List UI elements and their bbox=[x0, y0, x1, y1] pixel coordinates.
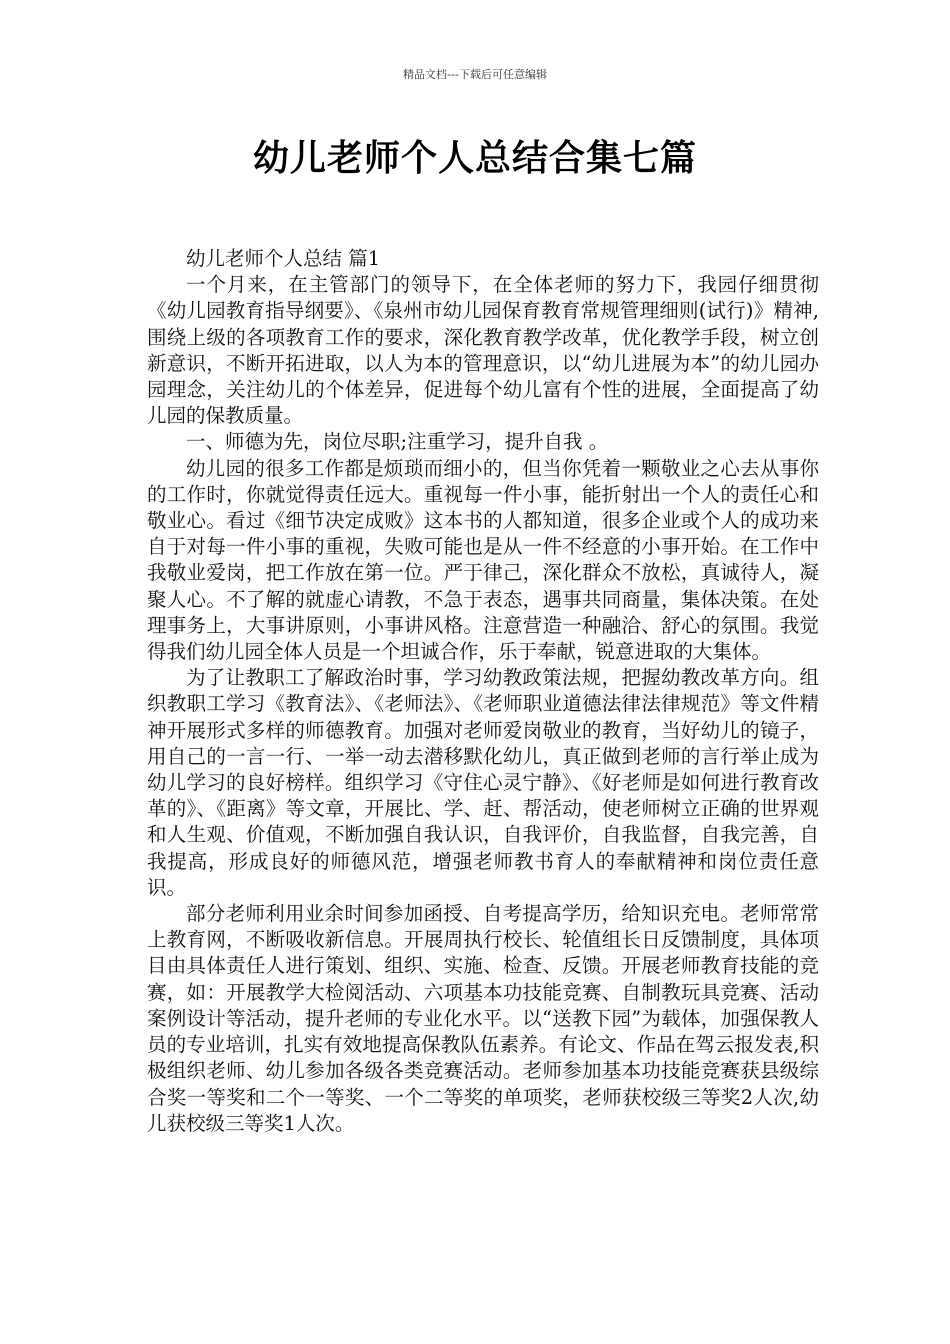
document-body bbox=[147, 246, 819, 1137]
document-title: 幼儿老师个人总结合集七篇 bbox=[252, 138, 697, 179]
header-note: 精品文档---下载后可任意编辑 bbox=[403, 68, 547, 81]
section-heading: 幼儿老师个人总结 篇1 bbox=[186, 247, 381, 270]
paragraph: 部分老师利用业余时间参加函授、自考提高学历，给知识充电。老师常常上教育网，不断吸收新信息。开展周执行校长、轮值组长日反馈制度，具体项目由具体责任人进行策划、组织、实施、检查、反馈。开展老师教育技能的竞赛，如：开展教学大检阅活动、六项基本功技能竞赛、自制教玩具竞赛、活动案例设计等活动，提升老师的专业化水平。以“送教下园”为载体，加强保教人员的专业培训，扎实有效地提高保教队伍素养。有论文、作品在驾云报发表,积极组织老师、幼儿参加各级各类竞赛活动。老师参加基本功技能竞赛获县级综合奖一等奖和二个一等奖、一个二等奖的单项奖，老师获校级三等奖2人次,幼儿获校级三等奖1人次。 bbox=[147, 902, 819, 1135]
paragraph: 一个月来，在主管部门的领导下，在全体老师的努力下，我园仔细贯彻《幼儿园教育指导纲要》、《泉州市幼儿园保育教育常规管理细则(试行)》精神,围绕上级的各项教育工作的要求，深化教育教学改革，优化教学手段，树立创新意识，不断开拓进取，以人为本的管理意识，以“幼儿进展为本”的幼儿园办园理念，关注幼儿的个体差异，促进每个幼儿富有个性的进展，全面提高了幼儿园的保教质量。 bbox=[147, 273, 819, 428]
subsection-heading: 一、师德为先，岗位尽职;注重学习，提升自我 。 bbox=[186, 430, 609, 454]
paragraph: 为了让教职工了解政治时事，学习幼教政策法规，把握幼教改革方向。组织教职工学习《教育法》、《老师法》、《老师职业道德法律法律规范》等文件精神开展形式多样的师德教育。加强对老师爱岗敬业的教育，当好幼儿的镜子，用自己的一言一行、一举一动去潜移默化幼儿，真正做到老师的言行举止成为幼儿学习的良好榜样。组织学习《守住心灵宁静》、《好老师是如何进行教育改革的》、《距离》等文章，开展比、学、赶、帮活动，使老师树立正确的世界观和人生观、价值观，不断加强自我认识，自我评价，自我监督，自我完善，自我提高，形成良好的师德风范，增强老师教书育人的奉献精神和岗位责任意识。 bbox=[147, 666, 819, 899]
paragraph: 幼儿园的很多工作都是烦琐而细小的，但当你凭着一颗敬业之心去从事你的工作时，你就觉得责任远大。重视每一件小事，能折射出一个人的责任心和敬业心。看过《细节决定成败》这本书的人都知道，很多企业或个人的成功来自于对每一件小事的重视，失败可能也是从一件不经意的小事开始。在工作中我敬业爱岗，把工作放在第一位。严于律己，深化群众不放松，真诚待人，凝聚人心。不了解的就虚心请教，不急于表态，遇事共同商量，集体决策。在处理事务上，大事讲原则，小事讲风格。注意营造一种融洽、舒心的氛围。我觉得我们幼儿园全体人员是一个坦诚合作，乐于奉献，锐意进取的大集体。 bbox=[147, 456, 819, 664]
